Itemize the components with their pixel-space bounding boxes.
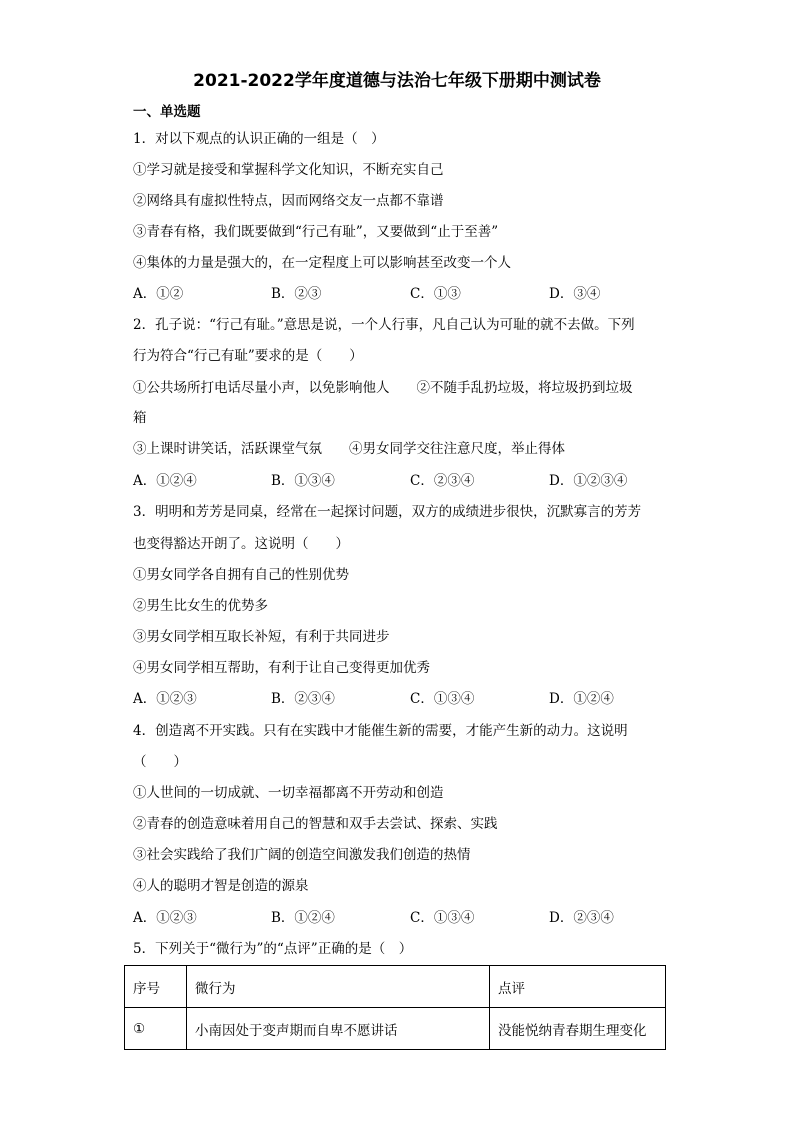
question-2-option-b: B．①③④ xyxy=(271,473,335,489)
question-5-table xyxy=(124,965,666,1050)
question-3-option-d: D．①②④ xyxy=(549,691,614,707)
question-1-option-d: D．③④ xyxy=(549,286,601,302)
question-1-option-c: C．①③ xyxy=(410,286,461,302)
question-1-item: ③青春有格，我们既要做到“行己有耻”，又要做到“止于至善” xyxy=(133,224,499,240)
question-4-item: ④人的聪明才智是创造的源泉 xyxy=(133,878,309,894)
question-1-item: ①学习就是接受和掌握科学文化知识，不断充实自己 xyxy=(133,162,444,178)
table-header-cell: 微行为 xyxy=(187,966,490,1008)
question-1-stem: 1．对以下观点的认识正确的一组是（ ） xyxy=(133,131,385,147)
question-1-item: ④集体的力量是强大的，在一定程度上可以影响甚至改变一个人 xyxy=(133,255,511,271)
question-4-stem: 4．创造离不开实践。只有在实践中才能催生新的需要，才能产生新的动力。这说明 xyxy=(133,723,628,739)
exam-title: 2021-2022学年度道德与法治七年级下册期中测试卷 xyxy=(193,71,601,91)
table-cell: 没能悦纳青春期生理变化 xyxy=(490,1008,666,1050)
question-3-item: ④男女同学相互帮助，有利于让自己变得更加优秀 xyxy=(133,660,430,676)
question-4-item: ③社会实践给了我们广阔的创造空间激发我们创造的热情 xyxy=(133,847,471,863)
question-3-item: ②男生比女生的优势多 xyxy=(133,598,268,614)
question-1-option-a: A．①② xyxy=(133,286,184,302)
table-cell: 小南因处于变声期而自卑不愿讲话 xyxy=(187,1008,490,1050)
question-2-option-a: A．①②④ xyxy=(133,473,197,489)
question-2-item: ③上课时讲笑话，活跃课堂气氛 ④男女同学交往注意尺度，举止得体 xyxy=(133,441,565,457)
question-3-item: ①男女同学各自拥有自己的性别优势 xyxy=(133,567,349,583)
question-1-item: ②网络具有虚拟性特点，因而网络交友一点都不靠谱 xyxy=(133,193,444,209)
table-cell: ① xyxy=(125,1008,187,1050)
table-header-row xyxy=(125,966,666,1008)
question-2-stem: 行为符合“行己有耻”要求的是（ ） xyxy=(133,348,363,364)
question-3-stem: 也变得豁达开朗了。这说明（ ） xyxy=(133,536,349,552)
question-3-option-b: B．②③④ xyxy=(271,691,335,707)
question-4-option-a: A．①②③ xyxy=(133,910,197,926)
question-4-option-c: C．①③④ xyxy=(410,910,475,926)
question-2-option-d: D．①②③④ xyxy=(549,473,628,489)
question-4-item: ①人世间的一切成就、一切幸福都离不开劳动和创造 xyxy=(133,785,444,801)
question-1-option-b: B．②③ xyxy=(271,286,322,302)
question-2-item: 箱 xyxy=(133,410,147,426)
table-header-cell: 序号 xyxy=(125,966,187,1008)
section-heading: 一、单选题 xyxy=(133,104,201,120)
question-4-item: ②青春的创造意味着用自己的智慧和双手去尝试、探索、实践 xyxy=(133,816,498,832)
question-3-item: ③男女同学相互取长补短，有利于共同进步 xyxy=(133,629,390,645)
question-2-item: ①公共场所打电话尽量小声，以免影响他人 ②不随手乱扔垃圾，将垃圾扔到垃圾 xyxy=(133,380,633,396)
question-2-stem: 2．孔子说：“行己有耻。”意思是说，一个人行事，凡自己认为可耻的就不去做。下列 xyxy=(133,317,635,333)
question-4-option-b: B．①②④ xyxy=(271,910,335,926)
question-4-stem: （ ） xyxy=(133,754,187,770)
question-3-stem: 3．明明和芳芳是同桌，经常在一起探讨问题，双方的成绩进步很快，沉默寡言的芳芳 xyxy=(133,504,642,520)
table-row xyxy=(125,1008,666,1050)
table-header-cell: 点评 xyxy=(490,966,666,1008)
question-3-option-c: C．①③④ xyxy=(410,691,475,707)
question-2-option-c: C．②③④ xyxy=(410,473,475,489)
question-5-stem: 5．下列关于“微行为”的“点评”正确的是（ ） xyxy=(133,941,413,957)
question-4-option-d: D．②③④ xyxy=(549,910,614,926)
question-3-option-a: A．①②③ xyxy=(133,691,197,707)
